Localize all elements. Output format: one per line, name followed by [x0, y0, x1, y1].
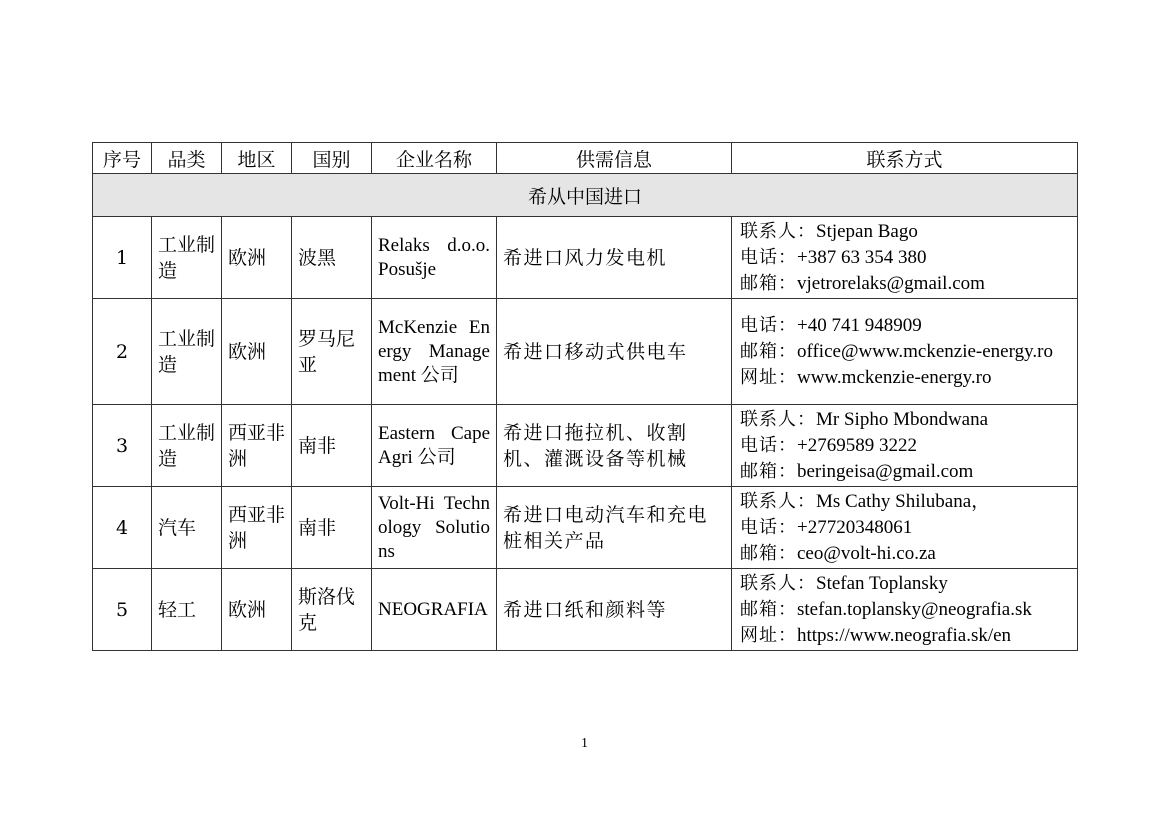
- contact-label: 网址：: [740, 624, 797, 646]
- row-company: NEOGRAFIA: [372, 569, 497, 651]
- row-category: 工业制造: [152, 405, 222, 487]
- contact-line: [740, 433, 1077, 459]
- contact-label: 电话：: [740, 314, 797, 336]
- table-row: [93, 217, 1078, 299]
- row-country: 波黑: [292, 217, 372, 299]
- row-number: 4: [93, 487, 152, 569]
- page-number: 1: [581, 736, 588, 751]
- contact-value: office@www.mckenzie-energy.ro: [797, 340, 1053, 362]
- contact-value: +2769589 3222: [797, 434, 917, 456]
- contact-line: [740, 365, 1077, 391]
- table-header-row: [93, 143, 1078, 174]
- contact-line: [740, 313, 1077, 339]
- contact-line: [740, 219, 1077, 245]
- header-category: 品类: [152, 143, 222, 174]
- contact-value: Stjepan Bago: [816, 220, 918, 242]
- contact-line: [740, 571, 1077, 597]
- row-country: 罗马尼亚: [292, 299, 372, 405]
- row-contact: [732, 569, 1078, 651]
- contact-line: [740, 271, 1077, 297]
- row-category: 工业制造: [152, 217, 222, 299]
- row-number: 5: [93, 569, 152, 651]
- contact-label: 电话：: [740, 246, 797, 268]
- header-country: 国别: [292, 143, 372, 174]
- row-company: McKenzie Energy Management 公司: [372, 299, 497, 405]
- contact-label: 邮箱：: [740, 460, 797, 482]
- contact-line: [740, 623, 1077, 649]
- contact-label: 邮箱：: [740, 340, 797, 362]
- row-contact: [732, 217, 1078, 299]
- row-info: 希进口纸和颜料等: [497, 569, 732, 651]
- contact-line: [740, 489, 1077, 515]
- contact-value: ceo@volt-hi.co.za: [797, 542, 936, 564]
- header-company: 企业名称: [372, 143, 497, 174]
- contact-label: 邮箱：: [740, 598, 797, 620]
- row-category: 汽车: [152, 487, 222, 569]
- contact-label: 联系人：: [740, 408, 816, 430]
- supply-demand-table: [92, 142, 1078, 651]
- contact-line: [740, 597, 1077, 623]
- row-contact: [732, 299, 1078, 405]
- table-row: [93, 405, 1078, 487]
- header-no: 序号: [93, 143, 152, 174]
- contact-label: 联系人：: [740, 490, 816, 512]
- table-row: [93, 569, 1078, 651]
- row-number: 2: [93, 299, 152, 405]
- contact-line: [740, 459, 1077, 485]
- contact-label: 邮箱：: [740, 272, 797, 294]
- row-category: 工业制造: [152, 299, 222, 405]
- row-company: Relaks d.o.o. Posušje: [372, 217, 497, 299]
- contact-value: https://www.neografia.sk/en: [797, 624, 1012, 646]
- contact-value: Ms Cathy Shilubana，: [816, 490, 991, 512]
- row-contact: [732, 487, 1078, 569]
- contact-value: www.mckenzie-energy.ro: [797, 366, 992, 388]
- row-info: 希进口风力发电机: [497, 217, 732, 299]
- row-region: 欧洲: [222, 217, 292, 299]
- contact-value: +27720348061: [797, 516, 913, 538]
- contact-value: vjetrorelaks@gmail.com: [797, 272, 985, 294]
- contact-line: [740, 407, 1077, 433]
- contact-value: stefan.toplansky@neografia.sk: [797, 598, 1032, 620]
- table-row: [93, 299, 1078, 405]
- contact-value: +387 63 354 380: [797, 246, 927, 268]
- header-region: 地区: [222, 143, 292, 174]
- row-country: 斯洛伐克: [292, 569, 372, 651]
- contact-value: +40 741 948909: [797, 314, 922, 336]
- row-region: 欧洲: [222, 569, 292, 651]
- contact-label: 邮箱：: [740, 542, 797, 564]
- row-info: 希进口电动汽车和充电桩相关产品: [497, 487, 732, 569]
- row-info: 希进口移动式供电车: [497, 299, 732, 405]
- table-row: [93, 487, 1078, 569]
- row-company: Eastern Cape Agri 公司: [372, 405, 497, 487]
- contact-value: beringeisa@gmail.com: [797, 460, 974, 482]
- row-region: 欧洲: [222, 299, 292, 405]
- row-info: 希进口拖拉机、收割机、灌溉设备等机械: [497, 405, 732, 487]
- header-contact: 联系方式: [732, 143, 1078, 174]
- row-company: Volt-Hi Technology Solutions: [372, 487, 497, 569]
- contact-line: [740, 541, 1077, 567]
- contact-value: Mr Sipho Mbondwana: [816, 408, 989, 430]
- contact-label: 电话：: [740, 434, 797, 456]
- row-contact: [732, 405, 1078, 487]
- section-title: 希从中国进口: [93, 174, 1078, 217]
- contact-line: [740, 339, 1077, 365]
- row-country: 南非: [292, 487, 372, 569]
- contact-label: 联系人：: [740, 220, 816, 242]
- contact-label: 网址：: [740, 366, 797, 388]
- contact-line: [740, 515, 1077, 541]
- contact-line: [740, 245, 1077, 271]
- row-number: 1: [93, 217, 152, 299]
- contact-value: Stefan Toplansky: [816, 572, 948, 594]
- row-category: 轻工: [152, 569, 222, 651]
- row-region: 西亚非洲: [222, 487, 292, 569]
- row-number: 3: [93, 405, 152, 487]
- section-row: [93, 174, 1078, 217]
- contact-label: 联系人：: [740, 572, 816, 594]
- contact-label: 电话：: [740, 516, 797, 538]
- row-country: 南非: [292, 405, 372, 487]
- row-region: 西亚非洲: [222, 405, 292, 487]
- header-info: 供需信息: [497, 143, 732, 174]
